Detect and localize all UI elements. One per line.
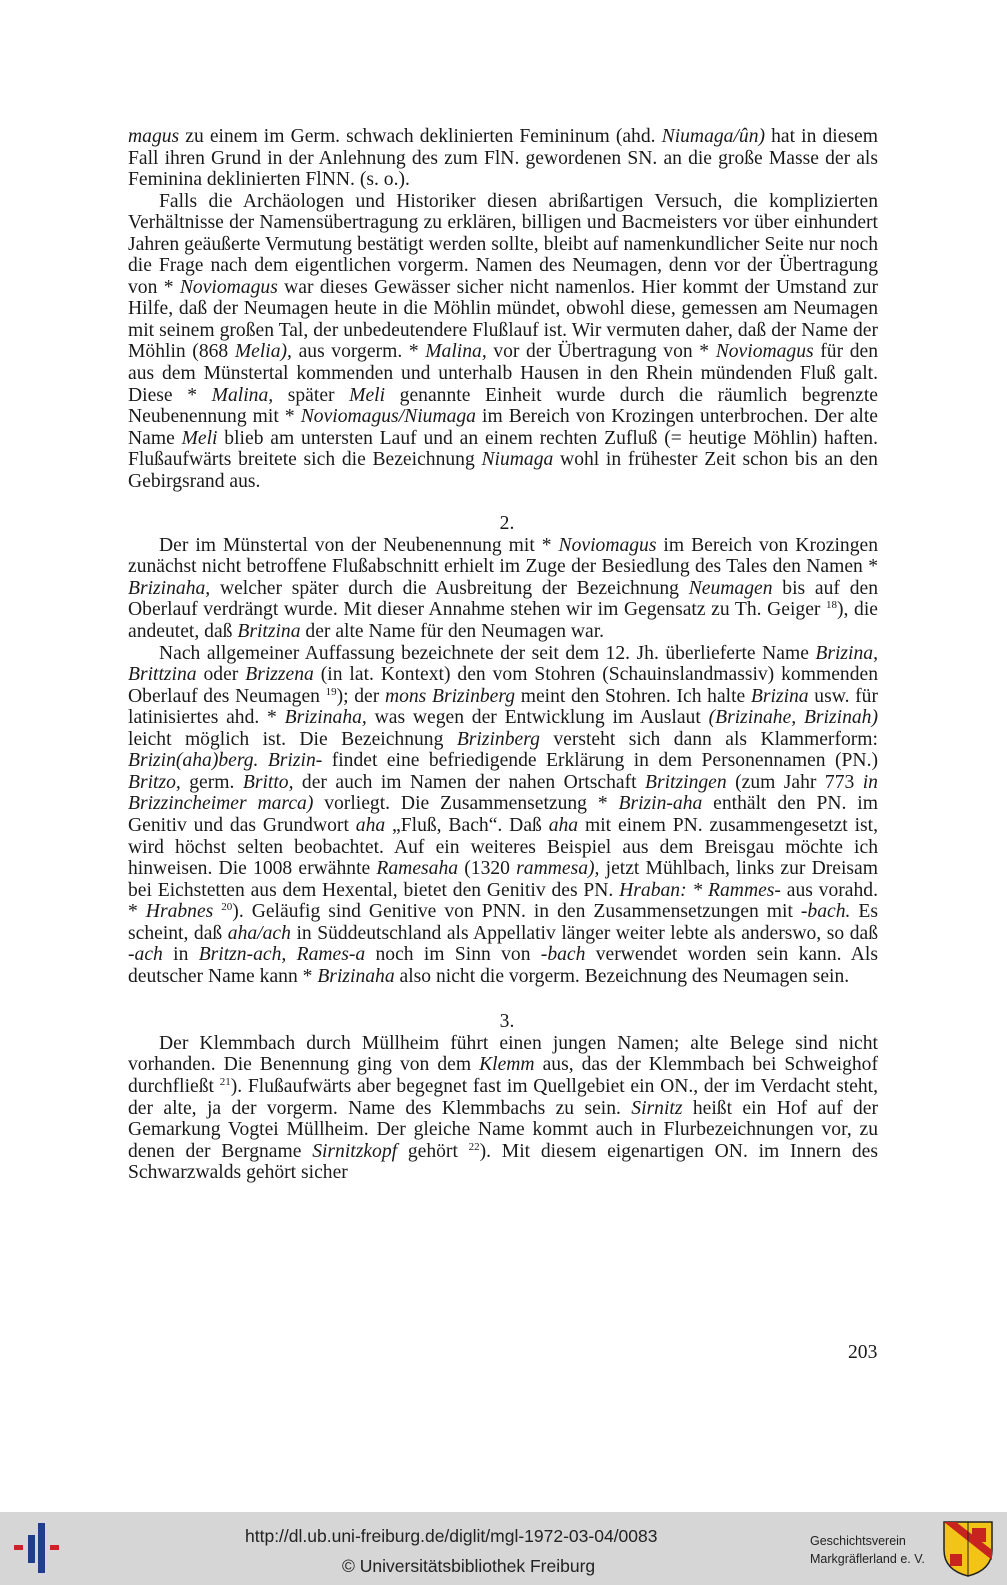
copyright-text: © Universitätsbibliothek Freiburg bbox=[342, 1556, 596, 1576]
paragraph-1: magus zu einem im Germ. schwach deklinierten Femininum (ahd. Niumaga/ûn) hat in diesem Fall ihren Grund in der Anlehnung des zum FlN. gewordenen SN. an die große Masse der als Feminina deklinierten FlNN. (s. o.). bbox=[128, 126, 878, 191]
library-logo-icon bbox=[14, 1523, 66, 1573]
paragraph-5: Der Klemmbach durch Müllheim führt einen jungen Namen; alte Belege sind nicht vorhanden. Die Benennung ging von dem Klemm aus, das der Klemmbach bei Schweighof durchfließt $^{21}$). Flußaufwärts aber begegnet fast im Quellgebiet ein ON., der im Verdacht steht, der alte, ja der vorgerm. Name des Klemmbachs zu sein. Sirnitz heißt ein Hof auf der Gemarkung Vogtei Müllheim. Der gleiche Name kommt auch in Flurbezeichnungen vor, zu denen der Bergname Sirnitzkopf gehört $^{22}$). Mit diesem eigenartigen ON. im Innern des Schwarzwalds gehört sicher bbox=[128, 1032, 878, 1184]
society-line-1: Geschichtsverein bbox=[810, 1534, 906, 1548]
permalink-link[interactable]: http://dl.ub.uni-freiburg.de/diglit/mgl-1972-03-04/0083 bbox=[245, 1526, 658, 1546]
document-page bbox=[128, 126, 878, 1184]
page-number: 203 bbox=[848, 1342, 878, 1363]
paragraph-4: Nach allgemeiner Auffassung bezeichnete der seit dem 12. Jh. überlieferte Name Brizina, Brittzina oder Brizzena (in lat. Kontext) den vom Stohren (Schauinslandmassiv) kommenden Oberlauf des Neumagen $^{19}$); der mons Brizinberg meint den Stohren. Ich halte Brizina usw. für latinisiertes ahd. * Brizinaha, was wegen der Entwicklung im Auslaut (Brizinahe, Brizinah) leicht möglich ist. Die Bezeichnung Brizinberg versteht sich dann als Klammerform: Brizin(aha)berg. Brizin- findet eine befriedigende Erklärung in dem Personennamen (PN.) Britzo, germ. Britto, der auch im Namen der nahen Ortschaft Britzingen (zum Jahr 773 in Brizzincheimer marca) vorliegt. Die Zusammensetzung * Brizin-aha enthält den PN. im Genitiv und das Grundwort aha „Fluß, Bach“. Daß aha mit einem PN. zusammengesetzt ist, wird höchst selten beobachtet. Auf ein weiteres Beispiel aus dem Breisgau möchte ich hinweisen. Die 1008 erwähnte Ramesaha (1320 rammesa), jetzt Mühlbach, links zur Dreisam bei Eichstetten aus dem Hexental, bietet den Genitiv des PN. Hraban: * Rammes- aus vorahd. * Hrabnes $^{20}$). Geläufig sind Genitive von PNN. in den Zusammensetzungen mit -bach. Es scheint, daß aha/ach in Süddeutschland als Appellativ länger weiter lebte als anderswo, so daß -ach in Britzn-ach, Rames-a noch im Sinn von -bach verwendet worden sein kann. Als deutscher Name kann * Brizinaha also nicht die vorgerm. Bezeichnung des Neumagen sein. bbox=[128, 642, 878, 987]
footer-bar bbox=[0, 1512, 1007, 1585]
coat-of-arms-icon bbox=[942, 1520, 994, 1578]
section-heading-2: 2. bbox=[499, 513, 515, 535]
section-heading-3: 3. bbox=[499, 1011, 515, 1033]
paragraph-2: Falls die Archäologen und Historiker diesen abrißartigen Versuch, die komplizierten Verhältnisse der Namensübertragung zu erklären, billigen und Bacmeisters vor über einhundert Jahren geäußerte Vermutung bestätigt werden sollte, bleibt auf namenkundlicher Seite nur noch die Frage nach dem eigentlichen vorgerm. Namen des Neumagen, denn vor der Übertragung von * Noviomagus war dieses Gewässer sicher nicht namenlos. Hier kommt der Umstand zur Hilfe, daß der Neumagen heute in die Möhlin mündet, obwohl diese, gemessen am Neumagen mit seinem großen Tal, der unbedeutendere Flußlauf ist. Wir vermuten daher, daß der Name der Möhlin (868 Melia), aus vorgerm. * Malina, vor der Übertragung von * Noviomagus für den aus dem Münstertal kommenden und unterhalb Hausen in den Rhein mündenden Fluß galt. Diese * Malina, später Meli genannte Einheit wurde durch die räumlich begrenzte Neubenennung mit * Noviomagus/Niumaga im Bereich von Krozingen unterbrochen. Der alte Name Meli blieb am untersten Lauf und an einem rechten Zufluß (= heutige Möhlin) haften. Flußaufwärts breitete sich die Bezeichnung Niumaga wohl in frühester Zeit schon bis an den Gebirgsrand aus. bbox=[128, 190, 878, 492]
society-name bbox=[810, 1532, 925, 1568]
society-line-2: Markgräflerland e. V. bbox=[810, 1552, 925, 1566]
paragraph-3: Der im Münstertal von der Neubenennung mit * Noviomagus im Bereich von Krozingen zunächst nicht betroffene Flußabschnitt erhielt im Zuge der Besiedlung des Tales den Namen * Brizinaha, welcher später durch die Ausbreitung der Bezeichnung Neumagen bis auf den Oberlauf verdrängt wurde. Mit dieser Annahme stehen wir im Gegensatz zu Th. Geiger $^{18}$), die andeutet, daß Britzina der alte Name für den Neumagen war. bbox=[128, 534, 878, 643]
